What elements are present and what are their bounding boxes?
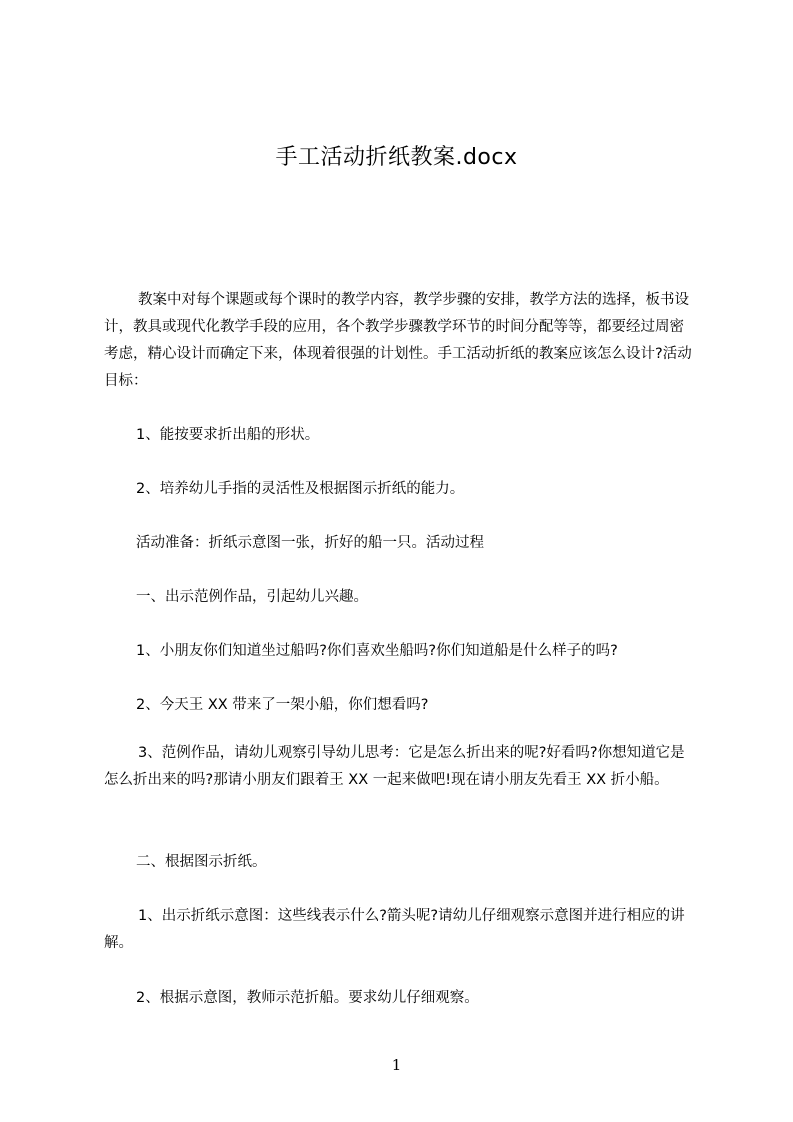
section-2-item-2: 2、根据示意图，教师示范折船。要求幼儿仔细观察。 [136,990,479,1006]
section-2-heading: 二、根据图示折纸。 [136,854,267,870]
section-1-item-3: 3、范例作品，请幼儿观察引导幼儿思考：它是怎么折出来的呢?好看吗?你想知道它是怎么折出来的吗?那请小朋友们跟着王 XX 一起来做吧!现在请小朋友先看王 XX 折小船。 [104,745,685,788]
goal-1: 1、能按要求折出船的形状。 [136,427,320,443]
goal-2: 2、培养幼儿手指的灵活性及根据图示折纸的能力。 [136,481,465,497]
section-1-heading: 一、出示范例作品，引起幼儿兴趣。 [136,589,368,605]
section-2-item-1: 1、出示折纸示意图：这些线表示什么?箭头呢?请幼儿仔细观察示意图并进行相应的讲解。 [104,908,685,951]
preparation-paragraph: 活动准备：折纸示意图一张，折好的船一只。活动过程 [136,535,484,551]
section-1-item-2: 2、今天王 XX 带来了一架小船，你们想看吗? [136,697,429,713]
section-1-item-1: 1、小朋友你们知道坐过船吗?你们喜欢坐船吗?你们知道船是什么样子的吗? [136,643,618,659]
intro-paragraph: 教案中对每个课题或每个课时的教学内容，教学步骤的安排，教学方法的选择，板书设计，教具或现代化教学手段的应用，各个教学步骤教学环节的时间分配等等，都要经过周密考虑，精心设计而确定下来，体现着很强的计划性。手工活动折纸的教案应该怎么设计?活动目标： [104,292,692,389]
document-title: 手工活动折纸教案.docx [275,145,518,170]
page-number: 1 [391,1056,402,1074]
